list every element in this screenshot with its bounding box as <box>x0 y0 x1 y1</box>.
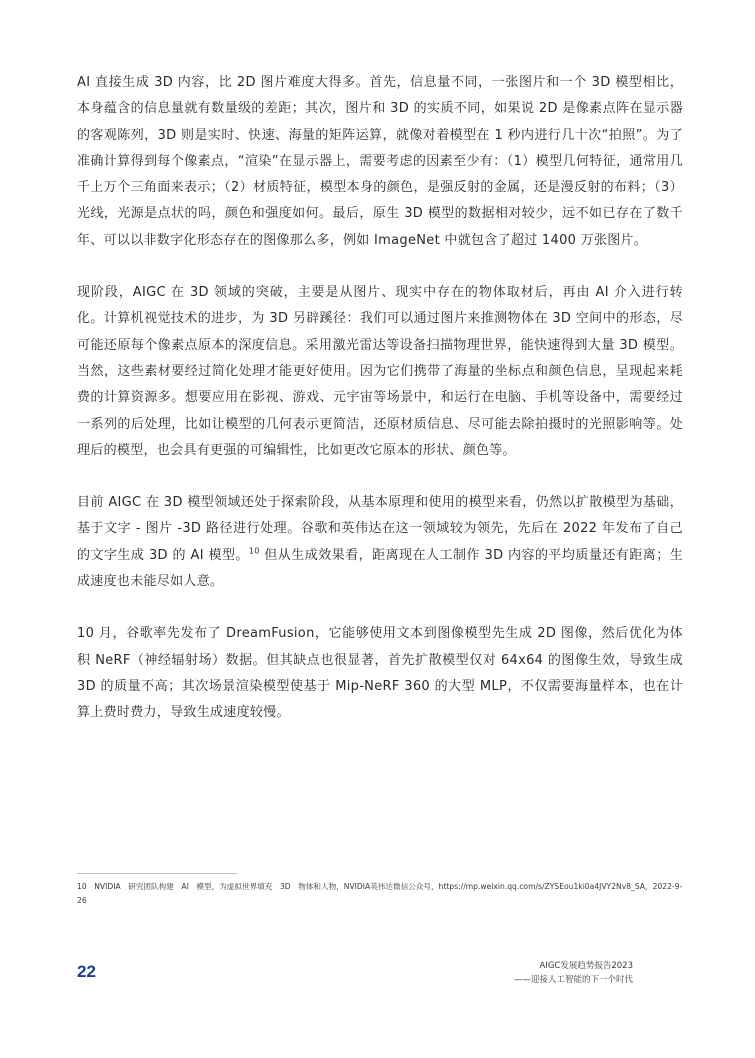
report-title: AIGC发展趋势报告2023 <box>539 961 633 971</box>
report-subtitle: ——迎接人工智能的下一个时代 <box>513 975 633 985</box>
paragraph-2: 现阶段，AIGC 在 3D 领域的突破，主要是从图片、现实中存在的物体取材后，再由 AI 介入进行转化。计算机视觉技术的进步，为 3D 另辟蹊径：我们可以通过图片来推测物体在 3D 空间中的形态，尽可能还原每个像素点原本的深度信息。采用激光雷达等设备扫描物理世界，能快速得到大量 3D 模型。当然，这些素材要经过简化处理才能更好使用。因为它们携带了海量的坐标点和颜色信息，呈现起来耗费的计算资源多。想要应用在影视、游戏、元宇宙等场景中，和运行在电脑、手机等设备中，需要经过一系列的后处理，比如让模型的几何表示更简洁，还原材质信息、尽可能去除拍摄时的光照影响等。处理后的模型，也会具有更强的可编辑性，比如更改它原本的形状、颜色等。 <box>77 285 683 458</box>
report-footer <box>514 959 633 987</box>
paragraph-4: 10 月，谷歌率先发布了 DreamFusion，它能够使用文本到图像模型先生成 2D 图像，然后优化为体积 NeRF（神经辐射场）数据。但其缺点也很显著，首先扩散模型仅对 64x64 的图像生效，导致生成 3D 的质量不高；其次场景渲染模型使基于 Mip-NeRF 360 的大型 MLP，不仅需要海量样本，也在计算上费时费力，导致生成速度较慢。 <box>77 626 683 721</box>
page-number: 22 <box>77 962 96 981</box>
footnote-reference[interactable]: 10 <box>248 546 260 556</box>
footnote-divider <box>77 873 237 874</box>
main-content <box>77 70 683 753</box>
paragraph-1: AI 直接生成 3D 内容，比 2D 图片难度大得多。首先，信息量不同，一张图片和一个 3D 模型相比，本身蕴含的信息量就有数量级的差距；其次，图片和 3D 的实质不同，如果说 2D 是像素点阵在显示器的客观陈列，3D 则是实时、快速、海量的矩阵运算，就像对着模型在 1 秒内进行几十次“拍照”。为了准确计算得到每个像素点，“渲染”在显示器上，需要考虑的因素至少有：（1）模型几何特征，通常用几千上万个三角面来表示；（2）材质特征，模型本身的颜色，是强反射的金属，还是漫反射的布料；（3）光线，光源是点状的吗，颜色和强度如何。最后，原生 3D 模型的数据相对较少，远不如已存在了数千年、可以以非数字化形态存在的图像那么多，例如 ImageNet 中就包含了超过 1400 万张图片。 <box>77 75 683 248</box>
paragraph-3-text-end: 但从生成效果看，距离现在人工制作 3D 内容的平均质量还有距离；生成速度也未能尽如人意。 <box>77 547 683 590</box>
paragraph-3-text-start: 目前 AIGC 在 3D 模型领域还处于探索阶段，从基本原理和使用的模型来看，仍然以扩散模型为基础，基于文字 - 图片 -3D 路径进行处理。谷歌和英伟达在这一领域较为领先，先后在 2022 年发布了自己的文字生成 3D 的 AI 模型。 <box>77 495 683 563</box>
footnote-10: 10 NVIDIA 研究团队构建 AI 模型，为虚拟世界填充 3D 物体和人物，NVIDIA英伟达微信公众号，https://mp.weixin.qq.com/s/ZYSEou1ki0a4JVY2Nv8_SA，2022-9-26 <box>77 882 683 905</box>
paragraph-3 <box>77 490 683 595</box>
